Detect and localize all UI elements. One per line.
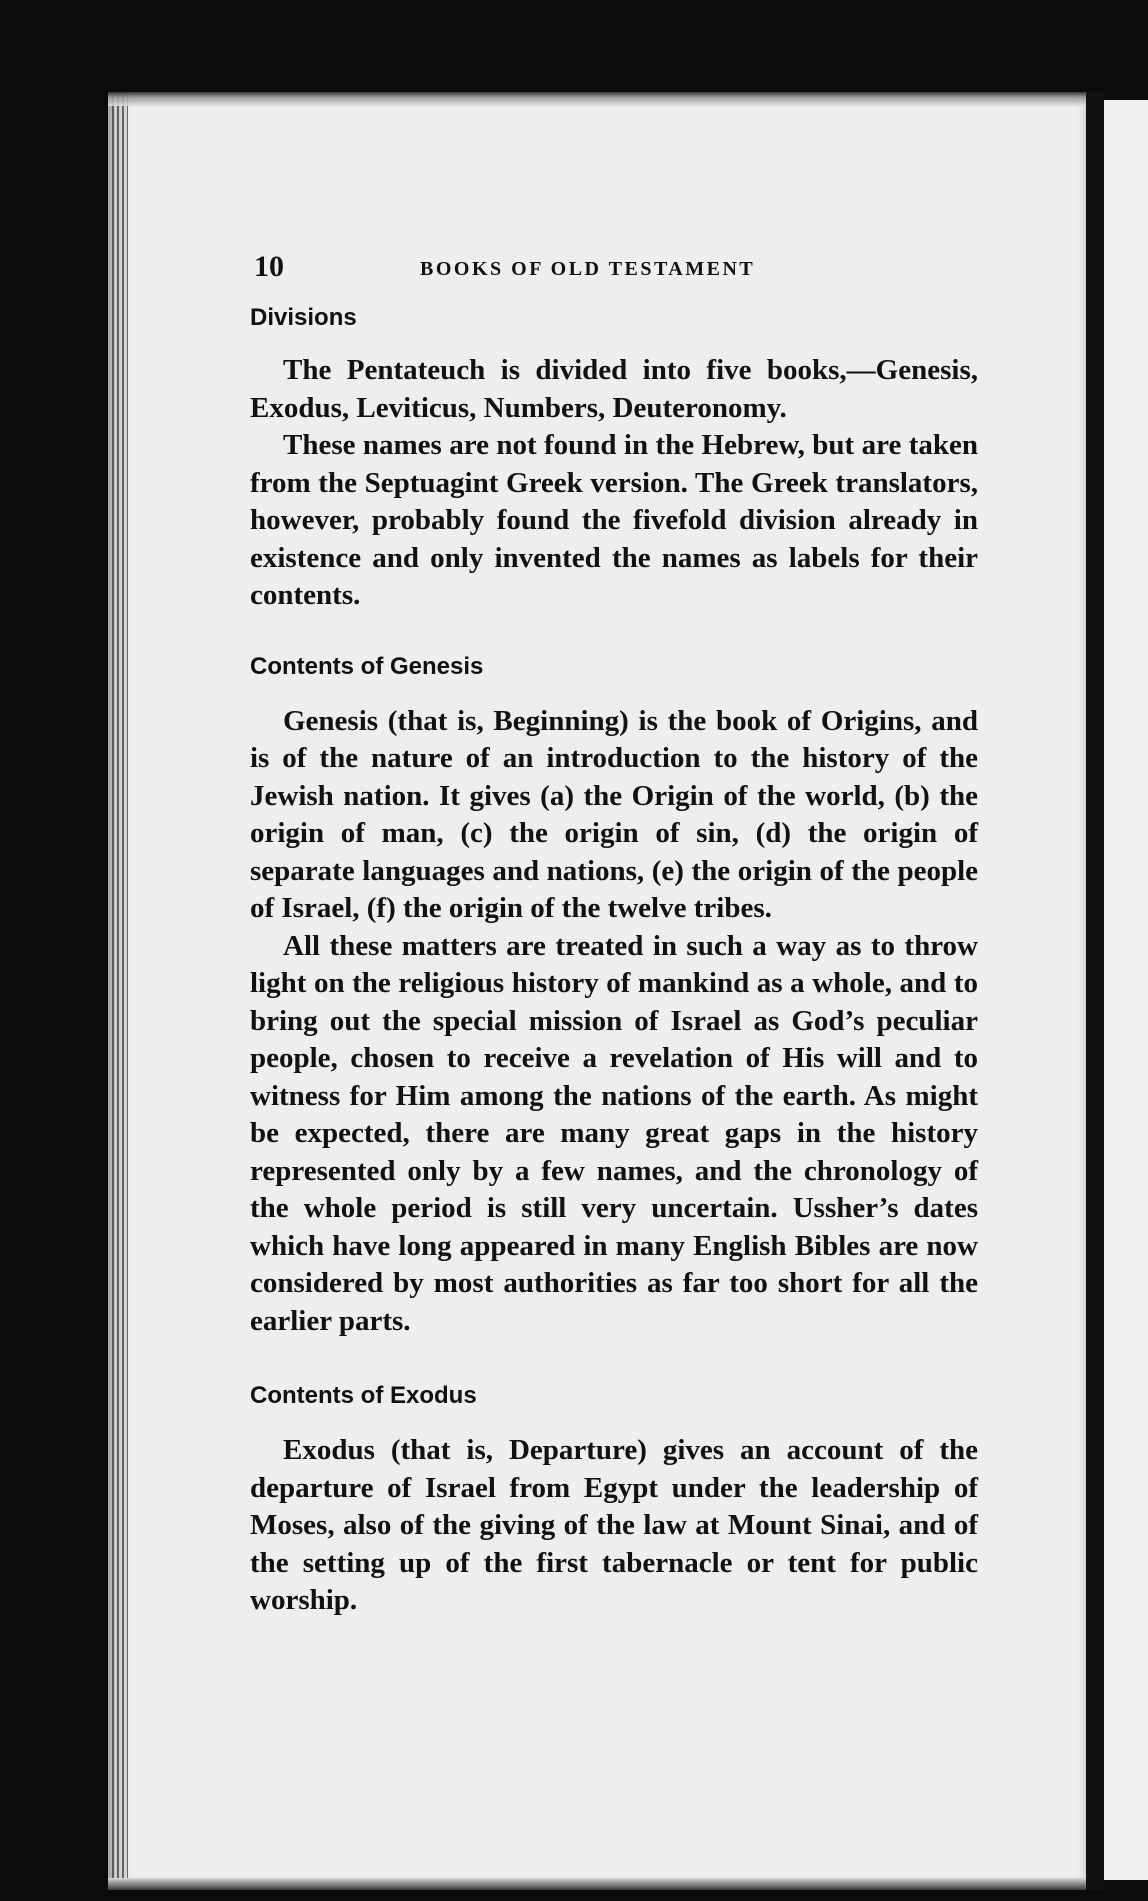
paragraph: The Pentateuch is divided into five books,—Genesis, Exodus, Leviticus, Numbers, Deuteronomy. bbox=[250, 354, 978, 424]
paragraph: All these matters are treated in such a way as to throw light on the religious history of mankind as a whole, and to bring out the special mission of Israel as God’s peculiar people, chosen to receive a revelation of His will and to witness for Him among the nations of the earth. As might be expected, there are many great gaps in the history represented only by a few names, and the chronology of the whole period is still very uncertain. Ussher’s dates which have long appeared in many English Bibles are now considered by most authorities as far too short for all the earlier parts. bbox=[250, 929, 978, 1337]
running-head bbox=[250, 250, 978, 290]
page-number: 10 bbox=[254, 250, 284, 283]
page-stack-edge bbox=[112, 95, 128, 1885]
running-title: BOOKS OF OLD TESTAMENT bbox=[420, 258, 756, 280]
page-text bbox=[250, 250, 978, 1620]
paragraph: Genesis (that is, Beginning) is the book of Origins, and is of the nature of an introduction to the history of the Jewish nation. It gives (a) the Origin of the world, (b) the origin of man, (c) the origin of sin, (d) the origin of separate languages and nations, (e) the origin of the people of Israel, (f) the origin of the twelve tribes. bbox=[250, 704, 978, 924]
section-heading-divisions: Divisions bbox=[250, 304, 357, 331]
book-gutter bbox=[1086, 92, 1104, 1890]
section-heading-genesis: Contents of Genesis bbox=[250, 652, 484, 680]
page-bottom-edge bbox=[108, 1878, 1086, 1890]
paragraph: These names are not found in the Hebrew, but are taken from the Septuagint Greek version. The Greek translators, however, probably found the fivefold division already in existence and only invented the names as labels for their contents. bbox=[250, 429, 978, 611]
facing-page-edge bbox=[1104, 100, 1148, 1880]
page-top-edge bbox=[108, 92, 1086, 106]
section-heading-exodus: Contents of Exodus bbox=[250, 1382, 477, 1409]
paragraph: Exodus (that is, Departure) gives an account of the departure of Israel from Egypt under the leadership of Moses, also of the giving of the law at Mount Sinai, and of the setting up of the first tabernacle or tent for public worship. bbox=[250, 1434, 978, 1616]
